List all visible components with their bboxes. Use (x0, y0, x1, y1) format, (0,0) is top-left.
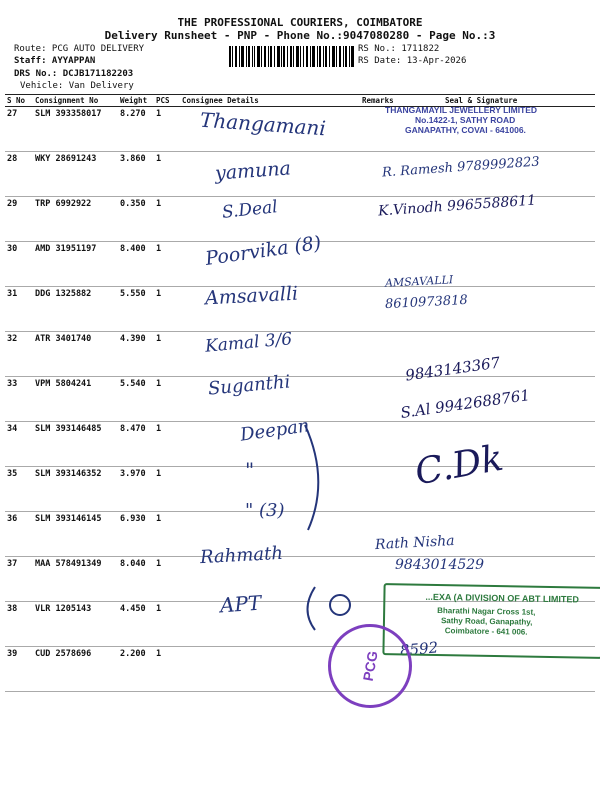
stamp-line: THANGAMAYIL JEWELLERY LIMITED (385, 105, 538, 115)
pcs: 1 (154, 287, 180, 332)
sno: 35 (5, 467, 33, 512)
col-sno: S No (5, 95, 33, 107)
sno: 37 (5, 557, 33, 602)
table-row (5, 332, 595, 377)
weight: 4.450 (118, 602, 154, 647)
pcs: 1 (154, 422, 180, 467)
signature-29: K.Vinodh 9965588611 (377, 192, 537, 220)
signature-37-name: Rath Nisha (374, 532, 455, 554)
weight: 8.470 (118, 422, 154, 467)
handwritten-consignee-35: " (245, 458, 255, 482)
handwritten-consignee-30: Poorvika (8) (204, 231, 323, 271)
consignment-no: SLM 393146485 (33, 422, 118, 467)
route-info: Route: PCG AUTO DELIVERY (14, 44, 145, 54)
col-consignment: Consignment No (33, 95, 118, 107)
stamp-line: No.1422-1, SATHY ROAD (415, 115, 516, 125)
seal-text: PCG (359, 649, 381, 683)
col-remarks: Remarks (360, 95, 405, 107)
sno: 32 (5, 332, 33, 377)
pcs: 1 (154, 647, 180, 692)
remarks-cell (360, 377, 405, 422)
sno: 31 (5, 287, 33, 332)
weight: 2.200 (118, 647, 154, 692)
col-weight: Weight (118, 95, 154, 107)
page-subtitle: Delivery Runsheet - PNP - Phone No.:9047080280 - Page No.:3 (104, 29, 496, 42)
pcg-seal (328, 624, 412, 708)
weight: 3.860 (118, 152, 154, 197)
barcode (229, 46, 354, 67)
consignment-no: WKY 28691243 (33, 152, 118, 197)
pcs: 1 (154, 467, 180, 512)
sno: 30 (5, 242, 33, 287)
sno: 36 (5, 512, 33, 557)
sno: 33 (5, 377, 33, 422)
signature-37-phone: 9843014529 (395, 557, 485, 573)
handwritten-consignee-27: Thangamani (199, 107, 327, 141)
sno: 38 (5, 602, 33, 647)
pcs: 1 (154, 107, 180, 152)
col-seal-signature: Seal & Signature (405, 95, 595, 107)
consignment-no: MAA 578491349 (33, 557, 118, 602)
weight: 8.400 (118, 242, 154, 287)
handwritten-consignee-31: Amsavalli (204, 282, 299, 310)
consignment-no: CUD 2578696 (33, 647, 118, 692)
remarks-cell (360, 467, 405, 512)
stamp-line: Sathy Road, Ganapathy, (440, 616, 533, 627)
stamp-line: Coimbatore - 641 006. (444, 626, 528, 637)
handwritten-consignee-28: yamuna (214, 157, 292, 185)
sno: 34 (5, 422, 33, 467)
consignment-no: VPM 5804241 (33, 377, 118, 422)
company-stamp (382, 583, 600, 659)
pcs: 1 (154, 152, 180, 197)
signature-28: R. Ramesh 9789992823 (381, 154, 541, 181)
drs-info: DRS No.: DCJB171182203 (14, 69, 134, 79)
weight: 8.270 (118, 107, 154, 152)
signature-34: S.Al 9942688761 (399, 386, 531, 422)
handwritten-consignee-29: S.Deal (221, 197, 279, 223)
handwritten-consignee-38: APT (219, 590, 263, 618)
pcs: 1 (154, 242, 180, 287)
table-row (5, 287, 595, 332)
remarks-cell (360, 332, 405, 377)
pcs: 1 (154, 197, 180, 242)
col-consignee: Consignee Details (180, 95, 360, 107)
consignment-no: TRP 6992922 (33, 197, 118, 242)
consignment-no: AMD 31951197 (33, 242, 118, 287)
sno: 28 (5, 152, 33, 197)
sno: 39 (5, 647, 33, 692)
handwritten-consignee-32: Kamal 3/6 (204, 329, 294, 357)
sno: 29 (5, 197, 33, 242)
weight: 0.350 (118, 197, 154, 242)
remarks-cell (360, 422, 405, 467)
consignment-no: VLR 1205143 (33, 602, 118, 647)
rs-date: RS Date: 13-Apr-2026 (358, 56, 467, 66)
signature-31-name: AMSAVALLI (384, 273, 454, 290)
weight: 8.040 (118, 557, 154, 602)
handwritten-consignee-33: Suganthi (207, 371, 292, 400)
stamp-line: Bharathi Nagar Cross 1st, (437, 606, 536, 617)
pcs: 1 (154, 377, 180, 422)
pcs: 1 (154, 557, 180, 602)
jewellery-stamp (385, 105, 537, 135)
handwritten-consignee-36: " (3) (245, 500, 285, 521)
signature-31-phone: 8610973818 (384, 292, 469, 313)
stamp-line: GANAPATHY, COVAI - 641006. (405, 125, 526, 135)
pcs: 1 (154, 332, 180, 377)
handwritten-consignee-37: Rahmath (199, 542, 284, 569)
stamp-line: ...EXA (A DIVISION OF ABT LIMITED (425, 591, 579, 605)
consignment-no: SLM 393146145 (33, 512, 118, 557)
col-pcs: PCS (154, 95, 180, 107)
consignment-no: SLM 393146352 (33, 467, 118, 512)
consignment-no: DDG 1325882 (33, 287, 118, 332)
weight: 3.970 (118, 467, 154, 512)
page-title: THE PROFESSIONAL COURIERS, COIMBATORE (177, 16, 423, 29)
signature-39: 8592 (399, 638, 439, 660)
handwritten-consignee-34: Deepan (238, 415, 311, 446)
sno: 27 (5, 107, 33, 152)
signature-35: C.Dk (412, 437, 507, 494)
weight: 6.930 (118, 512, 154, 557)
staff-info: Staff: AYYAPPAN (14, 56, 96, 66)
weight: 5.550 (118, 287, 154, 332)
bracket-mark (300, 420, 360, 540)
consignment-no: SLM 393358017 (33, 107, 118, 152)
consignment-no: ATR 3401740 (33, 332, 118, 377)
weight: 4.390 (118, 332, 154, 377)
rs-number: RS No.: 1711822 (358, 44, 440, 54)
pcs: 1 (154, 602, 180, 647)
signature-33: 9843143367 (404, 353, 502, 385)
vehicle-info: Vehicle: Van Delivery (20, 81, 134, 91)
weight: 5.540 (118, 377, 154, 422)
pcs: 1 (154, 512, 180, 557)
